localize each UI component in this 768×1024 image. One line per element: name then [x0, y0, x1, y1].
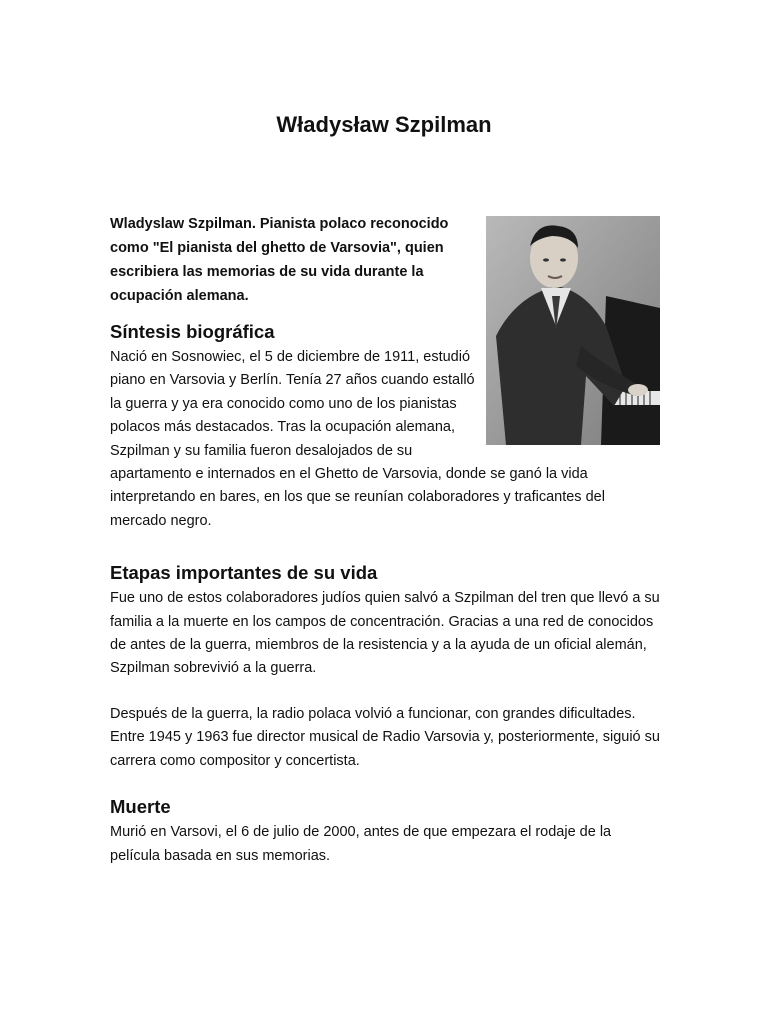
section-heading-etapas: Etapas importantes de su vida	[110, 562, 378, 584]
portrait-photo	[486, 216, 660, 445]
pianist-photo-illustration	[486, 216, 660, 445]
section-heading-muerte: Muerte	[110, 796, 171, 818]
intro-paragraph: Wladyslaw Szpilman. Pianista polaco reconocido como "El pianista del ghetto de Varsovia", quien escribiera las memorias de su vida durante la ocupación alemana.	[110, 216, 449, 304]
section-paragraph-etapas-2: Después de la guerra, la radio polaca volvió a funcionar, con grandes dificultades. Entre 1945 y 1963 fue director musical de Radio Varsovia y, posteriormente, siguió su carrera como compositor y concertista.	[110, 705, 660, 769]
section-heading-sintesis: Síntesis biográfica	[110, 321, 275, 342]
document-body	[110, 212, 660, 868]
page-title: Władysław Szpilman	[276, 112, 492, 137]
section-paragraph-etapas-1: Fue uno de estos colaboradores judíos quien salvó a Szpilman del tren que llevó a su familia a la muerte en los campos de concentración. Gracias a una red de conocidos de antes de la guerra, miembros de la resistencia y a la ayuda de un oficial alemán, Szpilman sobrevivió a la guerra.	[110, 590, 660, 677]
section-paragraph-muerte: Murió en Varsovi, el 6 de julio de 2000, antes de que empezara el rodaje de la película basada en sus memorias.	[110, 824, 612, 864]
section-paragraph-sintesis: Nació en Sosnowiec, el 5 de diciembre de 1911, estudió piano en Varsovia y Berlín. Tenía 27 años cuando estalló la guerra y ya era conocido como uno de los pianistas polacos más destacados. Tras la ocupación alemana, Szpilman y su familia fueron desalojados de su apartamento e internados en el Ghetto de Varsovia, donde se ganó la vida interpretando en bares, en los que se reunían colaboradores y traficantes del mercado negro.	[110, 349, 605, 529]
